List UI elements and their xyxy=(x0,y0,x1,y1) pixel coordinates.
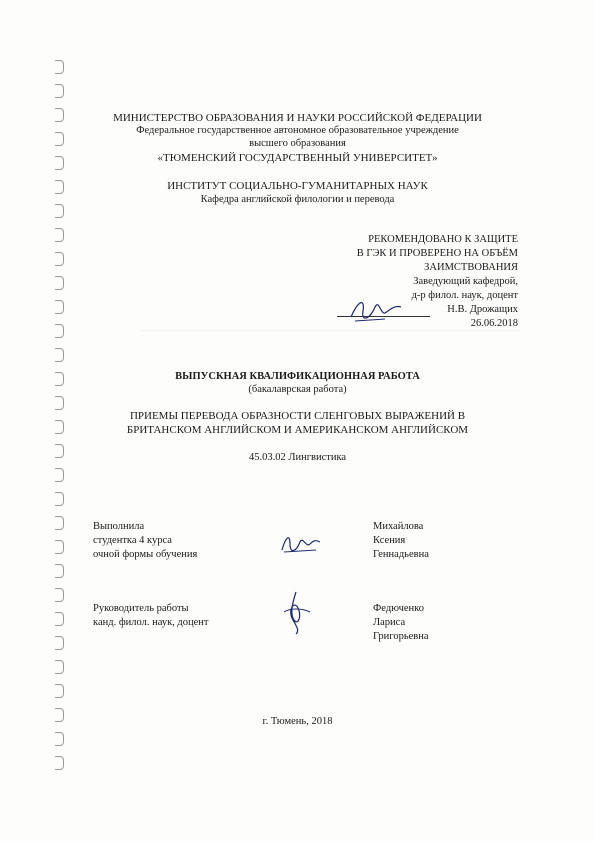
supervisor-signature xyxy=(282,590,312,636)
binding-hole xyxy=(55,324,64,338)
author-role-3: очной формы обучения xyxy=(93,549,198,560)
binding-hole xyxy=(55,492,64,506)
author-role-1: Выполнила xyxy=(93,521,145,532)
approval-line-1: РЕКОМЕНДОВАНО К ЗАЩИТЕ xyxy=(368,234,518,245)
thesis-type: ВЫПУСКНАЯ КВАЛИФИКАЦИОННАЯ РАБОТА xyxy=(175,371,420,382)
binding-hole xyxy=(55,204,64,218)
supervisor-surname: Федюченко xyxy=(373,603,424,614)
thesis-specialty: 45.03.02 Лингвистика xyxy=(248,452,347,463)
author-role-2: студентка 4 курса xyxy=(93,535,172,546)
author-surname: Михайлова xyxy=(373,521,424,532)
binding-hole xyxy=(55,396,64,410)
approval-head-title: Заведующий кафедрой, xyxy=(413,276,518,287)
approval-head-degree: д-р филол. наук, доцент xyxy=(411,290,518,301)
binding-hole xyxy=(55,228,64,242)
binding-hole xyxy=(55,60,64,74)
binding-hole xyxy=(55,468,64,482)
binding-hole xyxy=(55,540,64,554)
binding-hole xyxy=(55,300,64,314)
approval-date: 26.06.2018 xyxy=(470,318,518,329)
binding-hole xyxy=(55,756,64,770)
binding-hole xyxy=(55,348,64,362)
author-signature xyxy=(278,530,322,558)
thesis-level: (бакалаврская работа) xyxy=(248,384,347,395)
show-through-text xyxy=(290,205,294,223)
supervisor-role-1: Руководитель работы xyxy=(93,603,189,614)
approval-line-2: В ГЭК И ПРОВЕРЕНО НА ОБЪЁМ xyxy=(356,248,518,259)
binding-hole xyxy=(55,276,64,290)
supervisor-patronymic: Григорьевна xyxy=(373,631,429,642)
institution-level: высшего образования xyxy=(249,138,346,149)
approval-signature xyxy=(345,295,405,327)
thesis-title-line-2: БРИТАНСКОМ АНГЛИЙСКОМ И АМЕРИКАНСКОМ АНГЛИЙСКОМ xyxy=(126,424,469,436)
city-year: г. Тюмень, 2018 xyxy=(262,716,333,727)
approval-signer: Н.В. Дрожащих xyxy=(447,304,518,315)
binding-hole xyxy=(55,564,64,578)
institution-type: Федеральное государственное автономное образовательное учреждение xyxy=(136,125,459,136)
supervisor-role-2: канд. филол. наук, доцент xyxy=(93,617,209,628)
binding-hole xyxy=(55,684,64,698)
binding-hole xyxy=(55,252,64,266)
institute-name: ИНСТИТУТ СОЦИАЛЬНО-ГУМАНИТАРНЫХ НАУК xyxy=(167,180,428,192)
approval-line-3: ЗАИМСТВОВАНИЯ xyxy=(424,262,518,273)
binding-hole xyxy=(55,612,64,626)
university-name: «ТЮМЕНСКИЙ ГОСУДАРСТВЕННЫЙ УНИВЕРСИТЕТ» xyxy=(157,152,438,164)
binding-hole xyxy=(55,588,64,602)
author-patronymic: Геннадьевна xyxy=(373,549,429,560)
ministry-name: МИНИСТЕРСТВО ОБРАЗОВАНИЯ И НАУКИ РОССИЙСКОЙ ФЕДЕРАЦИИ xyxy=(113,112,482,124)
thesis-title-line-1: ПРИЕМЫ ПЕРЕВОДА ОБРАЗНОСТИ СЛЕНГОВЫХ ВЫРАЖЕНИЙ В xyxy=(129,410,466,422)
binding-hole xyxy=(55,84,64,98)
binding-hole xyxy=(55,660,64,674)
binding-hole xyxy=(55,732,64,746)
binding-hole xyxy=(55,636,64,650)
supervisor-first-name: Лариса xyxy=(373,617,406,628)
binding-hole xyxy=(55,516,64,530)
department-name: Кафедра английской филологии и перевода xyxy=(200,194,395,205)
author-first-name: Ксения xyxy=(373,535,406,546)
